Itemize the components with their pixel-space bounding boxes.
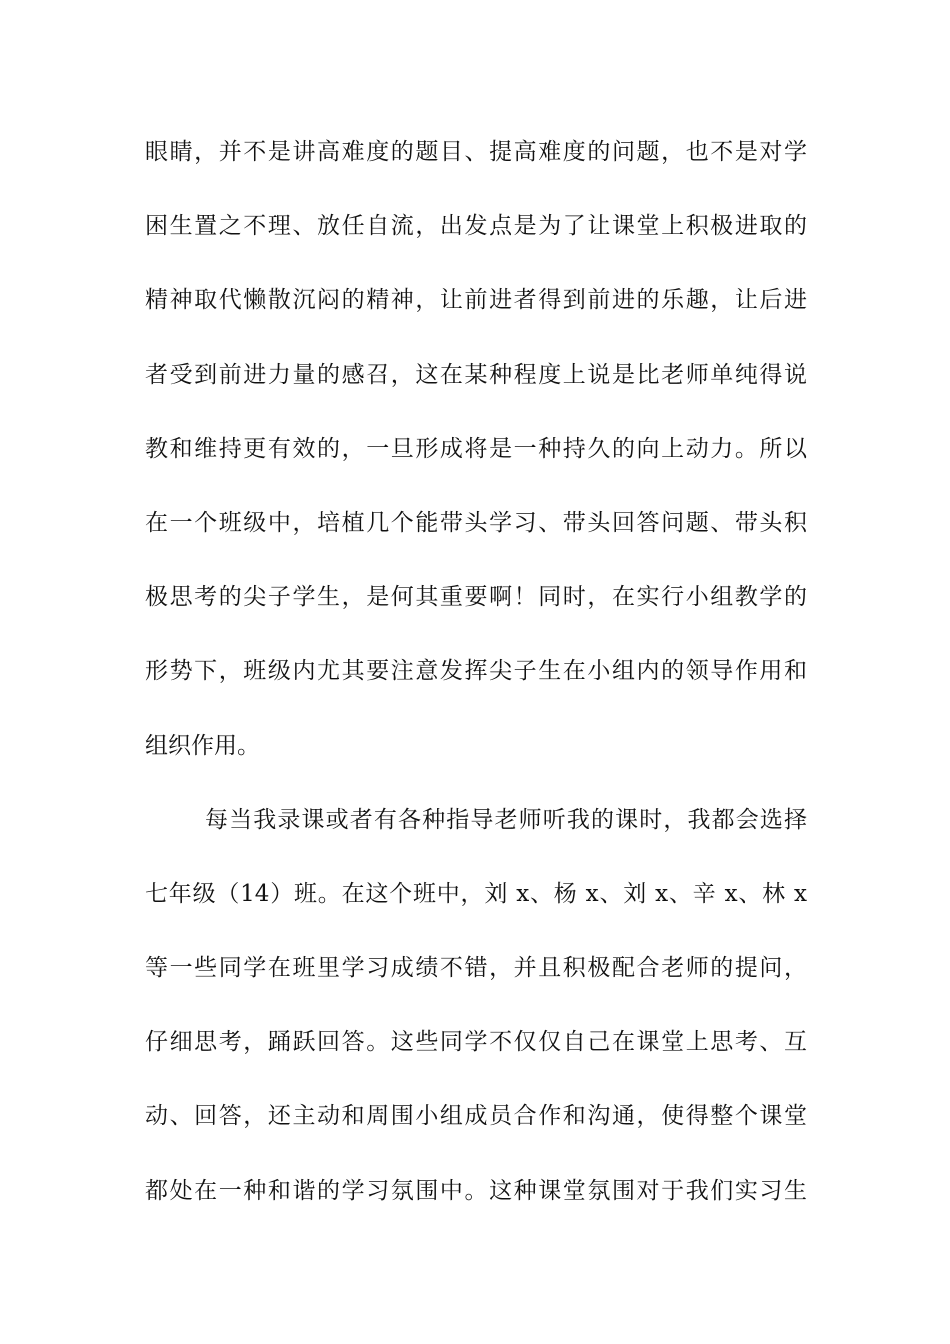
text-line: 精神取代懒散沉闷的精神，让前进者得到前进的乐趣，让后进 [145,287,807,314]
text-line: 眼睛，并不是讲高难度的题目、提高难度的问题，也不是对学 [145,139,807,165]
text-line: 每当我录课或者有各种指导老师听我的课时，我都会选择 [205,806,807,833]
text-line: 极思考的尖子学生，是何其重要啊！同时，在实行小组教学的 [145,584,807,611]
body-text [145,132,807,1245]
text-line: 组织作用。 [145,732,260,759]
text-line: 仔细思考，踊跃回答。这些同学不仅仅自己在课堂上思考、互 [145,1029,807,1056]
text-line: 等一些同学在班里学习成绩不错，并且积极配合老师的提问， [145,955,807,982]
text-line: 在一个班级中，培植几个能带头学习、带头回答问题、带头积 [145,509,807,536]
text-line: 动、回答，还主动和周围小组成员合作和沟通，使得整个课堂 [145,1103,807,1130]
text-line: 教和维持更有效的，一旦形成将是一种持久的向上动力。所以 [145,435,807,462]
text-line: 形势下，班级内尤其要注意发挥尖子生在小组内的领导作用和 [145,658,807,685]
text-line: 者受到前进力量的感召，这在某种程度上说是比老师单纯得说 [145,361,807,388]
text-line: 都处在一种和谐的学习氛围中。这种课堂氛围对于我们实习生 [145,1177,807,1204]
text-line: 七年级（14）班。在这个班中，刘 x、杨 x、刘 x、辛 x、林 x [145,880,807,907]
text-line: 困生置之不理、放任自流，出发点是为了让课堂上积极进取的 [145,213,807,240]
